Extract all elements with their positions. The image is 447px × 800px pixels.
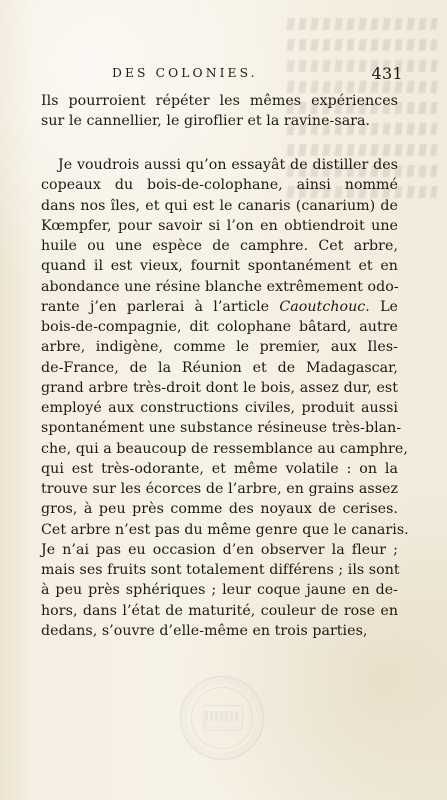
paragraph-2-line-24: dedans, s’ouvre d’elle-même en trois parties,	[41, 622, 368, 639]
library-stamp	[180, 676, 264, 760]
paragraph-2-line-21: mais ses fruits sont totalement différens ; ils sont	[41, 562, 400, 578]
caoutchouc-term: Caoutchouc	[279, 298, 366, 315]
paragraph-2	[41, 155, 409, 641]
stamp-faded-marks	[205, 711, 239, 721]
paragraph-2-line-2: copeaux du bois-de-colophane, ainsi nommé	[41, 177, 398, 194]
paragraph-2-line-8-text-a: rante j’en parlerai à l’article	[41, 298, 280, 315]
paragraph-2-line-11: de-France, de la Réunion et de Madagascar,	[41, 359, 398, 376]
page-number: 431	[371, 64, 403, 83]
paragraph-2-line-22: à peu près sphériques ; leur coque jaune en de-	[41, 582, 398, 599]
paragraph-2-line-12: grand arbre très-droit dont le bois, assez dur, est	[41, 379, 398, 396]
paragraph-1	[41, 91, 398, 132]
paragraph-2-line-9: bois-de-compagnie, dit colophane bâtard, autre	[41, 319, 398, 335]
paragraph-2-line-19: Cet arbre n’est pas du même genre que le canaris.	[41, 521, 409, 538]
paragraph-2-line-13: employé aux constructions civiles, produit aussi	[41, 400, 398, 416]
paragraph-2-line-4: Kœmpfer, pour savoir si l’on en obtiendroit une	[41, 217, 398, 234]
paragraph-2-line-17: trouve sur les écorces de l’arbre, en grains assez	[41, 481, 398, 497]
running-head: DES COLONIES.	[112, 66, 258, 80]
paragraph-2-line-6: quand il est vieux, fournit spontanément et en	[41, 258, 398, 275]
paragraph-2-line-16: qui est très-odorante, et même volatile : on la	[41, 460, 398, 477]
paragraph-2-line-8	[41, 297, 398, 317]
paragraph-2-line-15: che, qui a beaucoup de ressemblance au camphre,	[41, 440, 408, 457]
paragraph-2-line-8-text-b: . Le	[365, 298, 398, 315]
paragraph-2-line-7: abondance une résine blanche extrêmement odo-	[41, 278, 399, 295]
paragraph-2-line-20: Je n’ai pas eu occasion d’en observer la fleur ;	[41, 541, 398, 558]
paragraph-2-line-5: huile ou une espèce de camphre. Cet arbre,	[41, 238, 398, 254]
paragraph-2-line-1: Je voudrois aussi qu’on essayât de distiller des	[58, 157, 398, 173]
paragraph-2-line-10: arbre, indigène, comme le premier, aux Iles-	[41, 339, 398, 356]
paragraph-2-line-3: dans nos îles, et qui est le canaris (canarium) de	[41, 197, 398, 214]
paragraph-2-line-23: hors, dans l’état de maturité, couleur de rose en	[41, 602, 398, 619]
paragraph-1-line-2: sur le cannellier, le giroflier et la ravine-sara.	[41, 113, 371, 130]
paragraph-2-line-14: spontanément une substance résineuse très-blan-	[41, 420, 402, 437]
paragraph-1-line-1: Ils pourroient répéter les mêmes expériences	[41, 93, 398, 109]
page-header	[0, 66, 447, 86]
paragraph-2-line-18: gros, à peu près comme des noyaux de cerises.	[41, 501, 398, 518]
